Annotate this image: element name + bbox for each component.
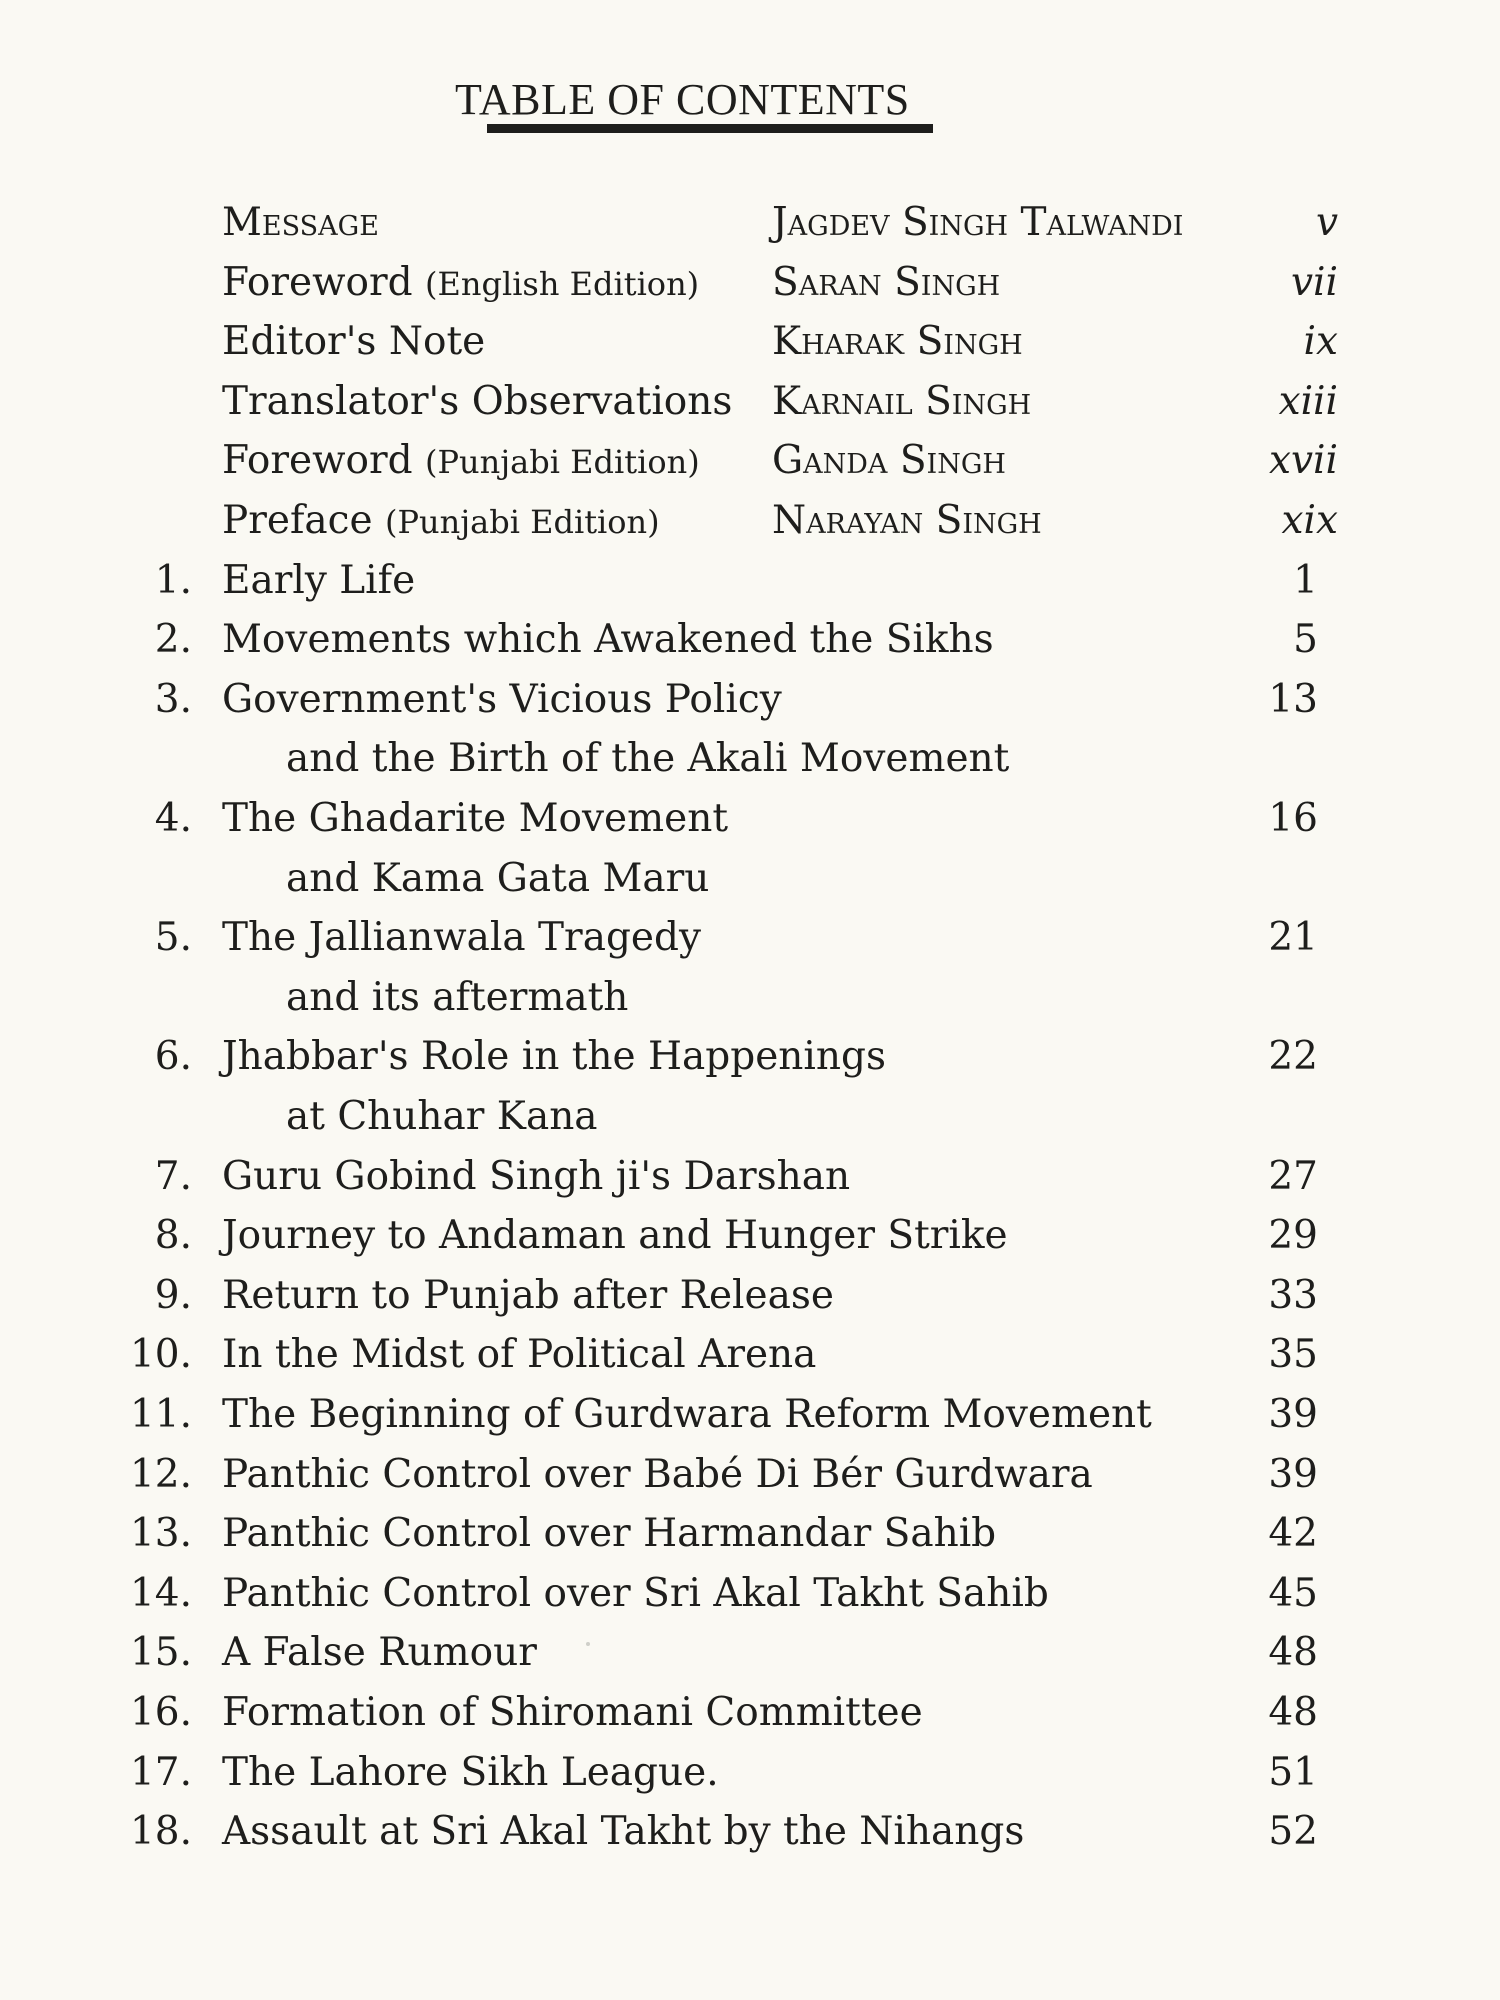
chapter-title-continued: and the Birth of the Akali Movement bbox=[286, 736, 1010, 781]
chapter-row bbox=[0, 1445, 1500, 1504]
chapter-row bbox=[0, 670, 1500, 729]
chapter-row bbox=[0, 1325, 1500, 1384]
chapter-title: The Jallianwala Tragedy bbox=[222, 915, 701, 960]
chapter-title: Jhabbar's Role in the Happenings bbox=[222, 1034, 886, 1079]
chapter-row bbox=[0, 1802, 1500, 1861]
entry-page: vii bbox=[1291, 260, 1338, 305]
chapter-row bbox=[0, 908, 1500, 967]
entry-title-text: Foreword bbox=[222, 260, 413, 305]
chapter-title: Government's Vicious Policy bbox=[222, 677, 782, 722]
front-matter-row bbox=[0, 491, 1500, 550]
front-matter-row bbox=[0, 312, 1500, 371]
front-matter-title bbox=[222, 253, 699, 314]
entry-qualifier: (English Edition) bbox=[425, 265, 700, 303]
entry-author: Ganda Singh bbox=[772, 438, 1006, 483]
paper-speck bbox=[586, 1642, 590, 1646]
chapter-number: 5. bbox=[154, 915, 192, 960]
chapter-number: 4. bbox=[154, 796, 192, 841]
front-matter-row bbox=[0, 253, 1500, 312]
entry-title-text: Message bbox=[222, 200, 379, 245]
chapter-title: Movements which Awakened the Sikhs bbox=[222, 617, 994, 662]
chapter-title: Journey to Andaman and Hunger Strike bbox=[222, 1213, 1008, 1258]
entry-title-text: Foreword bbox=[222, 438, 413, 483]
chapter-number: 3. bbox=[154, 677, 192, 722]
chapter-title: Panthic Control over Harmandar Sahib bbox=[222, 1511, 997, 1556]
chapter-number: 1. bbox=[154, 558, 192, 603]
chapter-page: 39 bbox=[1268, 1452, 1318, 1497]
entry-qualifier: (Punjabi Edition) bbox=[384, 503, 660, 541]
chapter-page: 22 bbox=[1268, 1034, 1318, 1079]
chapter-row bbox=[0, 1385, 1500, 1444]
chapter-number: 15. bbox=[129, 1630, 192, 1675]
chapter-title-continued: at Chuhar Kana bbox=[286, 1094, 598, 1139]
chapter-title-continued: and its aftermath bbox=[286, 975, 629, 1020]
chapter-page: 35 bbox=[1268, 1332, 1318, 1377]
chapter-title: Guru Gobind Singh ji's Darshan bbox=[222, 1154, 851, 1199]
chapter-row bbox=[0, 1683, 1500, 1742]
chapter-page: 21 bbox=[1268, 915, 1318, 960]
chapter-title: The Lahore Sikh League. bbox=[222, 1750, 719, 1795]
chapter-title: Formation of Shiromani Committee bbox=[222, 1690, 923, 1735]
chapter-page: 1 bbox=[1293, 558, 1318, 603]
entry-page: xiii bbox=[1278, 379, 1338, 424]
entry-qualifier: (Punjabi Edition) bbox=[425, 443, 700, 481]
entry-page: xvii bbox=[1269, 438, 1338, 483]
chapter-row bbox=[0, 1743, 1500, 1802]
entry-author: Karnail Singh bbox=[772, 379, 1032, 424]
chapter-number: 17. bbox=[129, 1750, 192, 1795]
chapter-title-continued: and Kama Gata Maru bbox=[286, 856, 710, 901]
chapter-number: 18. bbox=[129, 1809, 192, 1854]
chapter-page: 51 bbox=[1268, 1750, 1318, 1795]
chapter-row bbox=[0, 1266, 1500, 1325]
page-title: TABLE OF CONTENTS bbox=[455, 75, 910, 124]
chapter-page: 48 bbox=[1268, 1630, 1318, 1675]
entry-title-text: Editor's Note bbox=[222, 319, 486, 364]
chapter-page: 16 bbox=[1268, 796, 1318, 841]
front-matter-row bbox=[0, 372, 1500, 431]
chapter-number: 6. bbox=[154, 1034, 192, 1079]
chapter-title: Return to Punjab after Release bbox=[222, 1273, 834, 1318]
chapter-title: The Ghadarite Movement bbox=[222, 796, 728, 841]
chapter-title: In the Midst of Political Arena bbox=[222, 1332, 817, 1377]
chapter-title: Panthic Control over Sri Akal Takht Sahib bbox=[222, 1571, 1049, 1616]
entry-author: Jagdev Singh Talwandi bbox=[772, 200, 1184, 245]
chapter-number: 7. bbox=[154, 1154, 192, 1199]
chapter-page: 5 bbox=[1293, 617, 1318, 662]
chapter-title: A False Rumour bbox=[222, 1630, 537, 1675]
chapter-row bbox=[0, 1623, 1500, 1682]
entry-title-text: Preface bbox=[222, 498, 373, 543]
front-matter-title bbox=[222, 312, 485, 371]
front-matter-row bbox=[0, 193, 1500, 252]
chapter-number: 2. bbox=[154, 617, 192, 662]
entry-page: xix bbox=[1281, 498, 1338, 543]
chapter-page: 33 bbox=[1268, 1273, 1318, 1318]
chapter-continuation-row bbox=[0, 1087, 1500, 1146]
entry-author: Kharak Singh bbox=[772, 319, 1023, 364]
chapter-continuation-row bbox=[0, 968, 1500, 1027]
chapter-row bbox=[0, 610, 1500, 669]
chapter-row bbox=[0, 1147, 1500, 1206]
entry-page: ix bbox=[1303, 319, 1338, 364]
chapter-page: 52 bbox=[1268, 1809, 1318, 1854]
chapter-page: 39 bbox=[1268, 1392, 1318, 1437]
chapter-title: Panthic Control over Babé Di Bér Gurdwara bbox=[222, 1452, 1093, 1497]
chapter-row bbox=[0, 789, 1500, 848]
chapter-number: 9. bbox=[154, 1273, 192, 1318]
chapter-page: 42 bbox=[1268, 1511, 1318, 1556]
chapter-number: 14. bbox=[129, 1571, 192, 1616]
chapter-page: 13 bbox=[1268, 677, 1318, 722]
front-matter-title bbox=[222, 193, 379, 252]
front-matter-row bbox=[0, 431, 1500, 490]
entry-page: v bbox=[1315, 200, 1338, 245]
title-underline bbox=[487, 124, 933, 133]
front-matter-title bbox=[222, 372, 732, 431]
chapter-number: 16. bbox=[129, 1690, 192, 1735]
chapter-number: 11. bbox=[129, 1392, 192, 1437]
chapter-continuation-row bbox=[0, 849, 1500, 908]
chapter-page: 48 bbox=[1268, 1690, 1318, 1735]
chapter-number: 12. bbox=[129, 1452, 192, 1497]
chapter-page: 45 bbox=[1268, 1571, 1318, 1616]
chapter-row bbox=[0, 1206, 1500, 1265]
chapter-continuation-row bbox=[0, 729, 1500, 788]
chapter-row bbox=[0, 1504, 1500, 1563]
chapter-title: Assault at Sri Akal Takht by the Nihangs bbox=[222, 1809, 1025, 1854]
chapter-row bbox=[0, 1564, 1500, 1623]
chapter-number: 13. bbox=[129, 1511, 192, 1556]
chapter-number: 8. bbox=[154, 1213, 192, 1258]
chapter-page: 27 bbox=[1268, 1154, 1318, 1199]
front-matter-title bbox=[222, 491, 660, 552]
entry-title-text: Translator's Observations bbox=[222, 379, 733, 424]
chapter-row bbox=[0, 1027, 1500, 1086]
entry-author: Narayan Singh bbox=[772, 498, 1042, 543]
chapter-row bbox=[0, 551, 1500, 610]
chapter-title: The Beginning of Gurdwara Reform Movement bbox=[222, 1392, 1152, 1437]
front-matter-title bbox=[222, 431, 700, 492]
chapter-title: Early Life bbox=[222, 558, 416, 603]
entry-author: Saran Singh bbox=[772, 260, 1001, 305]
chapter-page: 29 bbox=[1268, 1213, 1318, 1258]
chapter-number: 10. bbox=[129, 1332, 192, 1377]
